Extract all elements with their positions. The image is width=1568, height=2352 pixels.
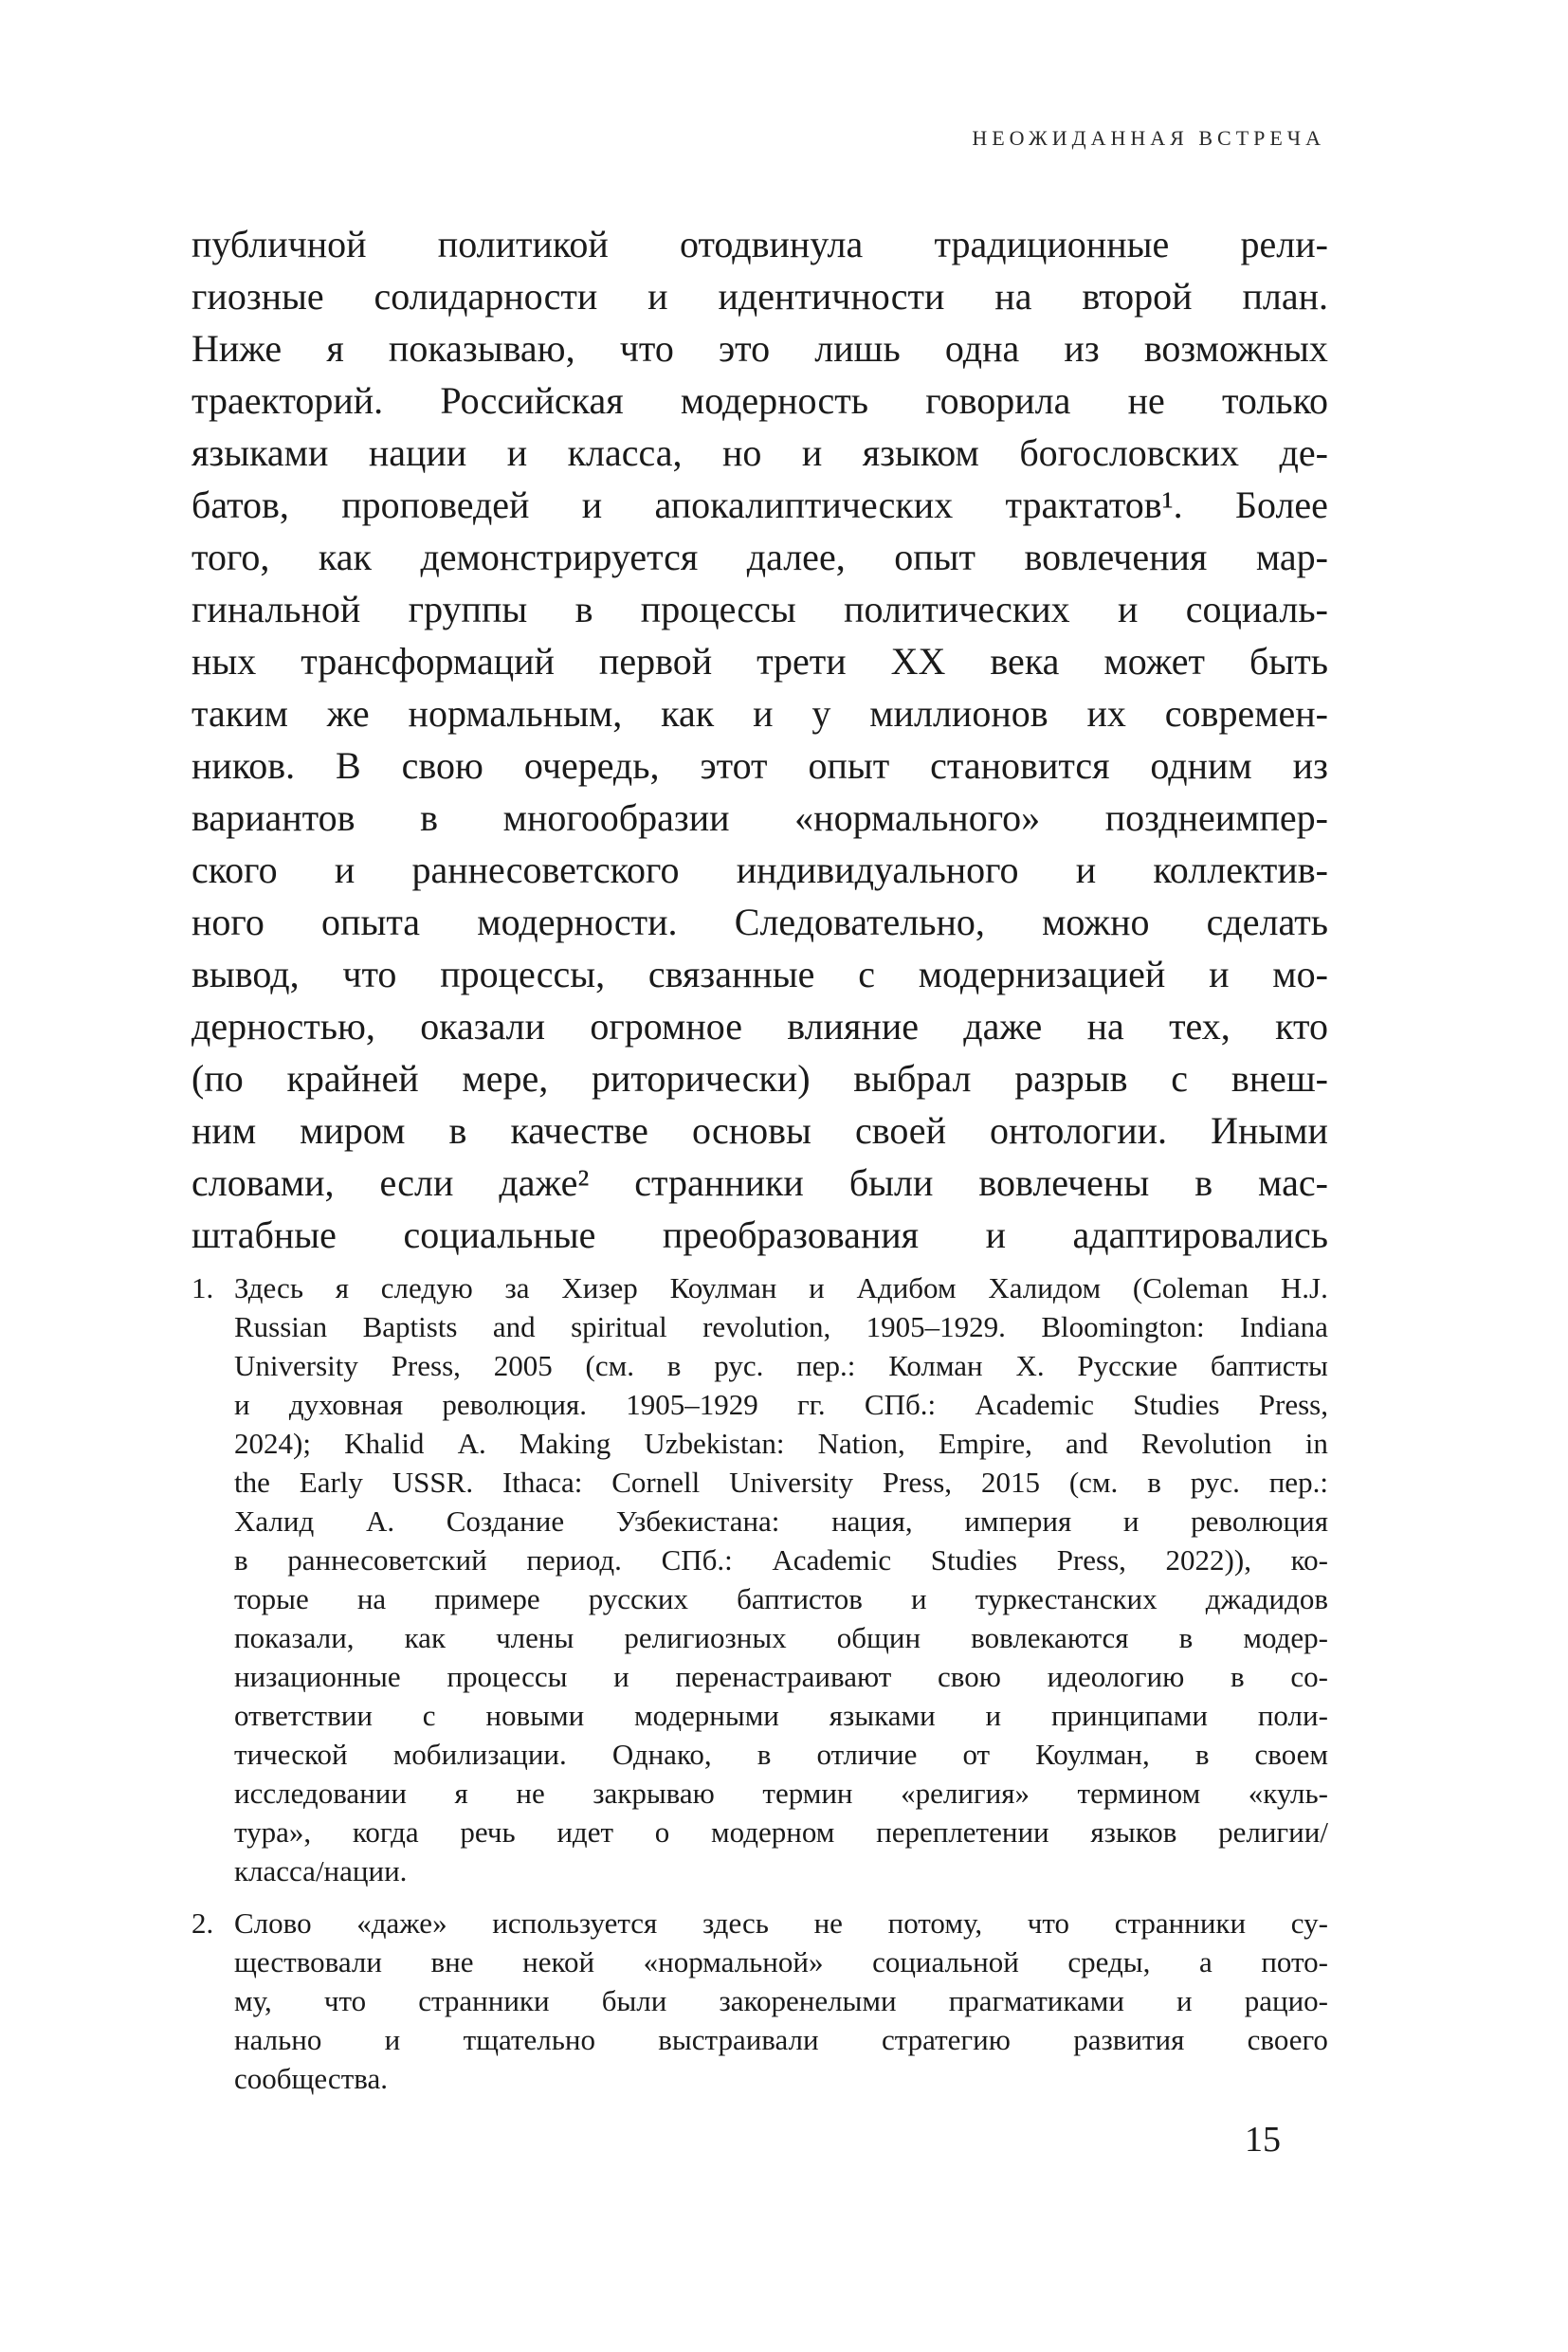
body-line: ных трансформаций первой трети XX века может быть	[191, 640, 1328, 683]
page-number: 15	[1245, 2120, 1281, 2160]
body-line: ного опыта модерности. Следовательно, можно сделать	[191, 901, 1328, 943]
footnote-line: торые на примере русских баптистов и туркестанских джадидов	[234, 1582, 1328, 1615]
footnote-line: University Press, 2005 (см. в рус. пер.: Колман Х. Русские баптисты	[234, 1349, 1328, 1382]
running-header: НЕОЖИДАННАЯ ВСТРЕЧА	[972, 126, 1325, 150]
footnote-number: 1.	[191, 1271, 214, 1304]
main-body-text	[191, 218, 1328, 1261]
body-line: ского и раннесоветского индивидуального и коллектив-	[191, 848, 1328, 891]
body-line: словами, если даже² странники были вовлечены в мас-	[191, 1161, 1328, 1204]
footnotes-section	[191, 1268, 1328, 2111]
body-line: таким же нормальным, как и у миллионов их современ-	[191, 692, 1328, 735]
footnote-line: 2024); Khalid A. Making Uzbekistan: Nation, Empire, and Revolution in	[234, 1427, 1328, 1460]
body-line: батов, проповедей и апокалиптических трактатов¹. Более	[191, 483, 1328, 526]
footnote-line: ответствии с новыми модерными языками и принципами поли-	[234, 1699, 1328, 1732]
footnote-line: the Early USSR. Ithaca: Cornell University Press, 2015 (см. в рус. пер.:	[234, 1466, 1328, 1499]
footnote-line: низационные процессы и перенастраивают свою идеологию в со-	[234, 1660, 1328, 1693]
body-line: ников. В свою очередь, этот опыт становится одним из	[191, 744, 1328, 787]
body-line: ним миром в качестве основы своей онтологии. Иными	[191, 1109, 1328, 1152]
body-line: траекторий. Российская модерность говорила не только	[191, 379, 1328, 422]
body-line: гиозные солидарности и идентичности на второй план.	[191, 275, 1328, 318]
footnote-line: сообщества.	[234, 2062, 388, 2095]
footnote-line: нально и тщательно выстраивали стратегию развития своего	[234, 2023, 1328, 2056]
footnote-line: показали, как члены религиозных общин вовлекаются в модер-	[234, 1621, 1328, 1654]
footnote-line: тической мобилизации. Однако, в отличие от Коулман, в своем	[234, 1738, 1328, 1771]
footnote-line: класса/нации.	[234, 1854, 408, 1887]
body-line: штабные социальные преобразования и адаптировались	[191, 1213, 1328, 1256]
footnote-line: в раннесоветский период. СПб.: Academic Studies Press, 2022)), ко-	[234, 1543, 1328, 1577]
footnote-line: Здесь я следую за Хизер Коулман и Адибом Халидом (Coleman H.J.	[234, 1271, 1328, 1304]
footnote-line: Russian Baptists and spiritual revolution, 1905–1929. Bloomington: Indiana	[234, 1310, 1328, 1343]
footnote-number: 2.	[191, 1906, 214, 1940]
footnote-line: ществовали вне некой «нормальной» социальной среды, а пото-	[234, 1945, 1328, 1978]
body-line: вывод, что процессы, связанные с модернизацией и мо-	[191, 953, 1328, 995]
body-line: публичной политикой отодвинула традиционные рели-	[191, 223, 1328, 265]
body-line: языками нации и класса, но и языком богословских де-	[191, 431, 1328, 474]
footnote-line: и духовная революция. 1905–1929 гг. СПб.: Academic Studies Press,	[234, 1388, 1328, 1421]
body-line: вариантов в многообразии «нормального» позднеимпер-	[191, 796, 1328, 839]
body-line: Ниже я показываю, что это лишь одна из возможных	[191, 327, 1328, 370]
footnote-line: Слово «даже» используется здесь не потому, что странники су-	[234, 1906, 1328, 1940]
footnote-line: Халид А. Создание Узбекистана: нация, империя и революция	[234, 1504, 1328, 1538]
body-line: гинальной группы в процессы политических и социаль-	[191, 588, 1328, 630]
footnote-2	[191, 1904, 1328, 2098]
footnote-line: тура», когда речь идет о модерном переплетении языков религии/	[234, 1815, 1328, 1849]
footnote-line: му, что странники были закоренелыми прагматиками и рацио-	[234, 1984, 1328, 2017]
footnote-body	[234, 1268, 1328, 1890]
body-line: (по крайней мере, риторически) выбрал разрыв с внеш-	[191, 1057, 1328, 1100]
footnote-body	[234, 1904, 1328, 2098]
body-line: того, как демонстрируется далее, опыт вовлечения мар-	[191, 536, 1328, 578]
footnote-line: исследовании я не закрываю термин «религия» термином «куль-	[234, 1777, 1328, 1810]
body-line: дерностью, оказали огромное влияние даже на тех, кто	[191, 1005, 1328, 1048]
footnote-1	[191, 1268, 1328, 1890]
